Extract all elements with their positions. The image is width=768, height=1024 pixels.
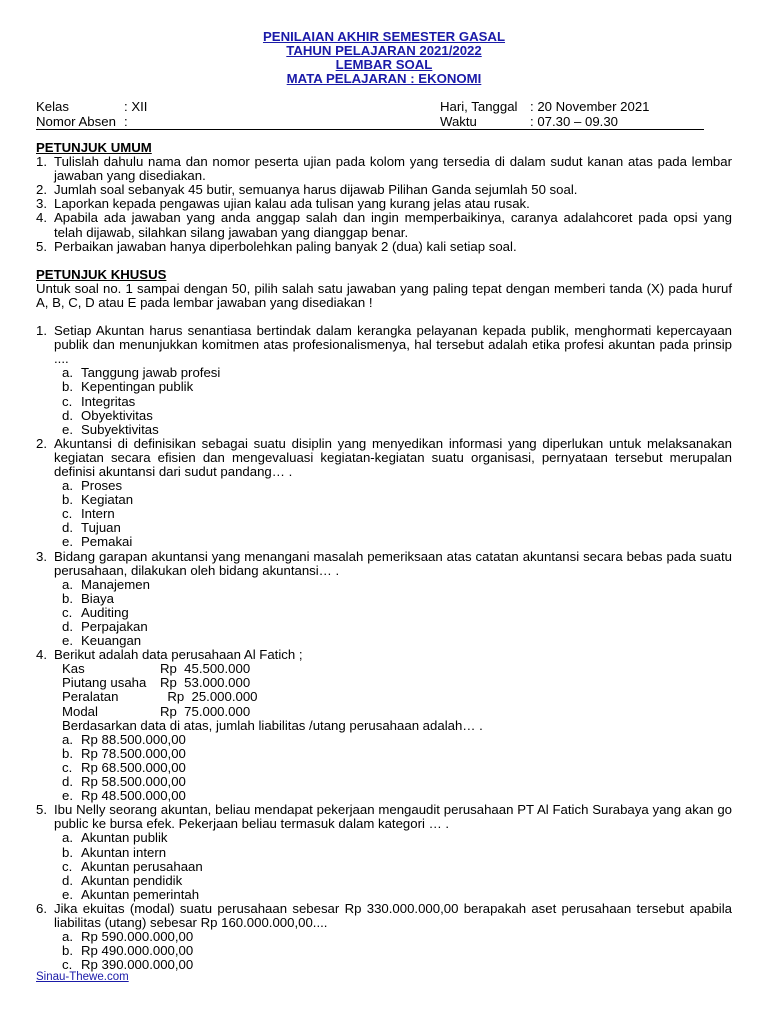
list-item [36,155,732,183]
option-text: Rp 390.000.000,00 [81,957,194,973]
petunjuk-khusus-text: Untuk soal no. 1 sampai dengan 50, pilih salah satu jawaban yang paling tepat dengan memberi tanda (X) pada huruf A, B, C, D atau E pada lembar jawaban yang disediakan ! [36,280,732,310]
item-text: Apabila ada jawaban yang anda anggap salah dan ingin memperbaikinya, caranya adalahcoret pada opsi yang telah dijawab, silahkan silang jawaban yang dianggap benar. [54,210,732,240]
option-text: Rp 590.000.000,00 [81,929,194,945]
data-key: Peralatan [62,689,119,705]
option-text: Akuntan intern [81,844,167,860]
answer-option [36,380,732,394]
answer-option [36,747,732,761]
kelas-label: Kelas [36,99,69,114]
data-key: Modal [62,703,98,719]
answer-option [36,846,732,860]
option-letter: a. [62,830,73,846]
option-text: Auditing [81,604,129,620]
data-key: Piutang usaha [62,675,147,691]
item-number: 3. [36,196,47,212]
answer-option [36,958,732,972]
answer-option [36,395,732,409]
answer-option [36,620,732,634]
list-item [36,197,732,211]
answer-option [36,578,732,592]
answer-option [36,606,732,620]
option-letter: a. [62,365,73,381]
waktu-value: : 07.30 – 09.30 [530,114,618,129]
option-letter: b. [62,844,73,860]
exam-info-block [36,99,704,130]
kelas-value: : XII [124,99,148,114]
question-4 [36,648,732,662]
option-letter: d. [62,619,73,634]
option-letter: a. [62,576,73,592]
data-value: Rp 45.500.000 [160,661,251,677]
option-letter: d. [62,520,73,536]
absen-value: : [124,114,128,129]
question-number: 3. [36,548,47,564]
option-text: Intern [81,506,115,522]
item-number: 1. [36,154,47,170]
item-text: Laporkan kepada pengawas ujian kalau ada tulisan yang kurang jelas atau rusak. [54,196,530,212]
option-text: Rp 48.500.000,00 [81,788,186,804]
question-6 [36,902,732,930]
list-item [36,240,732,254]
option-text: Tanggung jawab profesi [81,365,221,381]
option-text: Akuntan pendidik [81,872,183,888]
question-number: 2. [36,435,47,451]
answer-option [36,521,732,535]
question-subtext: Berdasarkan data di atas, jumlah liabilitas /utang perusahaan adalah… . [62,717,483,733]
hari-value: : 20 November 2021 [530,99,650,114]
answer-option [36,944,732,958]
option-text: Akuntan perusahaan [81,858,203,874]
header-line-3: LEMBAR SOAL [335,57,433,72]
question-5 [36,803,732,831]
header-line-2: TAHUN PELAJARAN 2021/2022 [286,43,482,58]
header-line-1: PENILAIAN AKHIR SEMESTER GASAL [262,29,506,44]
question-text: Jika ekuitas (modal) suatu perusahaan sebesar Rp 330.000.000,00 berapakah aset perusahaan tersebut apabila liabilitas (utang) sebesar Rp 160.000.000,00.... [54,900,732,930]
list-item [36,211,732,239]
question-text: Berikut adalah data perusahaan Al Fatich ; [54,647,303,663]
option-letter: c. [62,759,73,775]
footer-link[interactable]: Sinau-Thewe.com [36,971,129,983]
option-letter: a. [62,929,73,945]
option-letter: b. [62,943,73,959]
data-value: Rp 25.000.000 [160,689,258,705]
option-text: Subyektivitas [81,421,159,437]
answer-option [36,634,732,648]
option-letter: c. [62,604,73,620]
item-number: 2. [36,182,47,198]
document-body [36,141,732,972]
option-text: Rp 88.500.000,00 [81,731,186,747]
option-letter: e. [62,633,73,649]
question-text: Bidang garapan akuntansi yang menangani masalah pemeriksaan atas catatan akuntansi secara bebas pada suatu perusahaan, dilakukan oleh bidang akuntansi… . [54,548,732,578]
option-letter: c. [62,858,73,874]
option-letter: e. [62,886,73,902]
question-1 [36,324,732,366]
option-text: Rp 68.500.000,00 [81,759,186,775]
data-row [36,705,732,719]
option-text: Rp 58.500.000,00 [81,774,186,790]
option-letter: d. [62,407,73,423]
option-letter: a. [62,731,73,747]
data-value: Rp 75.000.000 [160,703,251,719]
option-letter: b. [62,492,73,508]
option-text: Rp 78.500.000,00 [81,745,186,761]
item-text: Perbaikan jawaban hanya diperbolehkan paling banyak 2 (dua) kali setiap soal. [54,238,517,254]
answer-option [36,366,732,380]
answer-option [36,888,732,902]
option-text: Kepentingan publik [81,379,194,395]
option-text: Keuangan [81,633,142,649]
question-text: Akuntansi di definisikan sebagai suatu disiplin yang menyedikan informasi yang diperlukan untuk melaksanakan kegiatan secara efisien dan mengevaluasi kegiatan-kegiatan suatu organisasi, pernyataan tersebut merupalan definisi akuntansi dari sudut pandang… . [54,435,732,479]
question-3 [36,550,732,578]
answer-option [36,592,732,606]
question-2 [36,437,732,479]
option-letter: d. [62,872,73,888]
option-text: Akuntan publik [81,830,168,846]
item-text: Jumlah soal sebanyak 45 butir, semuanya harus dijawab Pilihan Ganda sejumlah 50 soal. [54,182,578,198]
option-letter: b. [62,590,73,606]
answer-option [36,479,732,493]
item-text: Tulislah dahulu nama dan nomor peserta ujian pada kolom yang tersedia di dalam sudut kanan atas pada lembar jawaban yang disediakan. [54,154,732,184]
option-text: Manajemen [81,576,150,592]
list-item [36,183,732,197]
option-text: Tujuan [81,520,121,536]
question-number: 5. [36,802,47,818]
data-value: Rp 53.000.000 [160,675,251,691]
question-number: 1. [36,323,47,339]
waktu-label: Waktu [440,114,477,129]
answer-option [36,423,732,437]
option-letter: e. [62,421,73,437]
option-text: Obyektivitas [81,407,153,423]
petunjuk-umum-title: PETUNJUK UMUM [36,140,152,155]
data-row [36,676,732,690]
data-row [36,662,732,676]
petunjuk-khusus-title: PETUNJUK KHUSUS [36,266,167,282]
answer-option [36,409,732,423]
header-line-4: MATA PELAJARAN : EKONOMI [286,71,482,86]
item-number: 5. [36,238,47,254]
answer-option [36,874,732,888]
hari-label: Hari, Tanggal [440,99,518,114]
option-text: Perpajakan [81,619,148,634]
option-letter: e. [62,534,73,550]
answer-option [36,761,732,775]
option-letter: b. [62,745,73,761]
answer-option [36,775,732,789]
option-text: Proses [81,478,123,494]
data-row [36,690,732,704]
option-text: Kegiatan [81,492,134,508]
answer-option [36,930,732,944]
option-text: Pemakai [81,534,133,550]
option-text: Biaya [81,590,114,606]
option-text: Rp 490.000.000,00 [81,943,194,959]
answer-option [36,860,732,874]
data-key: Kas [62,661,85,677]
answer-option [36,507,732,521]
item-number: 4. [36,210,47,226]
option-letter: c. [62,393,73,409]
option-letter: c. [62,957,73,973]
answer-option [36,789,732,803]
document-header [0,30,768,86]
question-number: 6. [36,900,47,916]
question-text: Ibu Nelly seorang akuntan, beliau mendapat pekerjaan mengaudit perusahaan PT Al Fatich Surabaya yang akan go public ke bursa efek. Pekerjaan beliau termasuk dalam kategori … . [54,802,732,832]
answer-option [36,831,732,845]
absen-label: Nomor Absen [36,114,116,129]
answer-option [36,493,732,507]
option-letter: e. [62,788,73,804]
answer-option [36,535,732,549]
option-letter: d. [62,774,73,790]
question-text: Setiap Akuntan harus senantiasa bertindak dalam kerangka pelayanan kepada publik, menghormati kepercayaan publik dan menunjukkan komitmen atas profesionalismenya, hal tersebut adalah etika profesi akuntan pada prinsip .... [54,323,732,367]
option-text: Integritas [81,393,136,409]
answer-option [36,733,732,747]
question-number: 4. [36,647,47,663]
option-letter: b. [62,379,73,395]
option-letter: c. [62,506,73,522]
option-text: Akuntan pemerintah [81,886,200,902]
option-letter: a. [62,478,73,494]
